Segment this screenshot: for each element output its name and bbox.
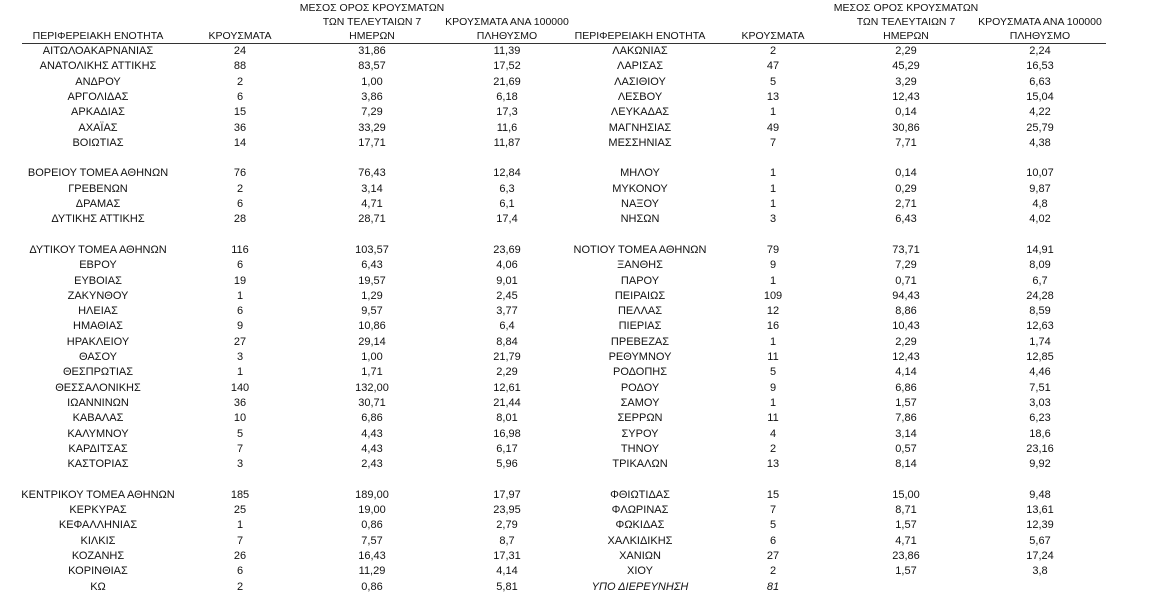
per100k-cell: 9,48 xyxy=(1029,488,1051,501)
avg7-cell: 0,14 xyxy=(895,167,917,180)
per100k-cell: 17,4 xyxy=(496,213,518,226)
region-cell: ΚΑΡΔΙΤΣΑΣ xyxy=(68,442,128,455)
region-cell: ΔΥΤΙΚΟΥ ΤΟΜΕΑ ΑΘΗΝΩΝ xyxy=(29,243,167,256)
region-cell: ΧΙΟΥ xyxy=(627,565,653,578)
avg7-cell: 12,43 xyxy=(892,90,920,103)
left-header-per100k-line2: ΠΛΗΘΥΣΜΟ xyxy=(476,30,538,42)
avg7-cell: 10,86 xyxy=(358,320,386,333)
cases-cell: 15 xyxy=(233,106,247,119)
region-cell: ΚΟΖΑΝΗΣ xyxy=(71,549,125,562)
cases-cell: 6 xyxy=(236,90,244,103)
avg7-cell: 6,86 xyxy=(361,412,383,425)
cases-cell: 14 xyxy=(233,136,247,149)
cases-cell: 1 xyxy=(769,335,777,348)
avg7-cell: 0,86 xyxy=(361,519,383,532)
per100k-cell: 4,8 xyxy=(1032,198,1048,210)
avg7-cell: 28,71 xyxy=(358,213,386,226)
avg7-cell: 1,57 xyxy=(895,396,917,409)
cases-cell: 6 xyxy=(236,198,244,210)
region-cell: ΑΙΤΩΛΟΑΚΑΡΝΑΝΙΑΣ xyxy=(42,45,154,57)
cases-cell: 1 xyxy=(769,396,777,409)
right-header-cases: ΚΡΟΥΣΜΑΤΑ xyxy=(741,30,805,42)
cases-cell: 1 xyxy=(236,519,244,532)
region-cell: ΡΟΔΟΠΗΣ xyxy=(612,366,668,379)
region-cell: ΤΗΝΟΥ xyxy=(620,442,660,455)
per100k-cell: 2,45 xyxy=(496,289,518,302)
region-cell: ΠΕΙΡΑΙΩΣ xyxy=(614,289,666,302)
region-cell: ΧΑΝΙΩΝ xyxy=(619,549,661,562)
per100k-cell: 17,52 xyxy=(493,60,521,73)
per100k-cell: 14,91 xyxy=(1026,243,1054,256)
avg7-cell: 1,00 xyxy=(361,351,383,363)
avg7-cell: 29,14 xyxy=(358,335,386,348)
per100k-cell: 11,6 xyxy=(496,121,518,134)
cases-cell: 19 xyxy=(233,274,247,287)
per100k-cell: 4,22 xyxy=(1029,106,1051,119)
per100k-cell: 18,6 xyxy=(1029,427,1051,440)
cases-cell: 2 xyxy=(236,182,244,195)
avg7-cell: 4,14 xyxy=(895,366,917,379)
avg7-cell: 73,71 xyxy=(892,243,920,256)
avg7-cell: 7,29 xyxy=(361,106,383,119)
cases-cell: 7 xyxy=(236,534,244,547)
cases-cell: 9 xyxy=(236,320,244,333)
cases-cell: 15 xyxy=(766,488,780,501)
right-header-per100k-line1: ΚΡΟΥΣΜΑΤΑ ΑΝΑ 100000 xyxy=(978,16,1102,28)
avg7-cell: 0,71 xyxy=(895,274,917,287)
per100k-cell: 21,79 xyxy=(493,351,521,363)
per100k-cell: 17,24 xyxy=(1026,549,1054,562)
region-cell: ΧΑΛΚΙΔΙΚΗΣ xyxy=(607,534,673,547)
avg7-cell: 6,43 xyxy=(361,259,383,272)
region-cell: ΗΜΑΘΙΑΣ xyxy=(73,320,123,333)
avg7-cell: 0,57 xyxy=(895,442,917,455)
region-cell: ΜΑΓΝΗΣΙΑΣ xyxy=(608,121,672,134)
region-cell: ΤΡΙΚΑΛΩΝ xyxy=(612,458,668,471)
per100k-cell: 12,84 xyxy=(493,167,521,180)
region-cell: ΜΗΛΟΥ xyxy=(620,167,660,180)
avg7-cell: 4,43 xyxy=(361,442,383,455)
per100k-cell: 6,3 xyxy=(499,182,515,195)
per100k-cell: 6,1 xyxy=(499,198,515,210)
cases-cell: 1 xyxy=(769,106,777,119)
avg7-cell: 1,00 xyxy=(361,75,383,88)
avg7-cell: 132,00 xyxy=(355,381,389,394)
cases-cell: 7 xyxy=(769,504,777,516)
region-cell: ΚΙΛΚΙΣ xyxy=(80,534,116,547)
avg7-cell: 6,43 xyxy=(895,213,917,226)
cases-cell: 47 xyxy=(766,60,780,73)
avg7-cell: 0,29 xyxy=(895,182,917,195)
left-header-cases: ΚΡΟΥΣΜΑΤΑ xyxy=(208,30,272,42)
cases-cell: 7 xyxy=(769,136,777,149)
avg7-cell: 45,29 xyxy=(892,60,920,73)
region-cell: ΒΟΙΩΤΙΑΣ xyxy=(72,136,124,149)
avg7-cell: 7,29 xyxy=(895,259,917,272)
cases-cell: 13 xyxy=(766,90,780,103)
cases-cell: 6 xyxy=(236,305,244,318)
per100k-cell: 4,46 xyxy=(1029,366,1051,379)
left-header-avg7-line3: ΗΜΕΡΩΝ xyxy=(349,30,395,42)
cases-cell: 3 xyxy=(769,213,777,226)
per100k-cell: 21,44 xyxy=(493,396,521,409)
cases-cell: 3 xyxy=(236,351,244,363)
cases-cell: 9 xyxy=(769,381,777,394)
cases-cell: 11 xyxy=(767,412,779,425)
cases-cell: 2 xyxy=(769,45,777,57)
per100k-cell: 23,16 xyxy=(1026,442,1054,455)
per100k-cell: 12,39 xyxy=(1026,519,1054,532)
cases-cell: 3 xyxy=(236,458,244,471)
region-cell: ΦΩΚΙΔΑΣ xyxy=(615,519,665,532)
avg7-cell: 0,86 xyxy=(361,580,383,593)
avg7-cell: 30,71 xyxy=(358,396,386,409)
avg7-cell: 3,14 xyxy=(361,182,383,195)
avg7-cell: 1,57 xyxy=(895,519,917,532)
per100k-cell: 16,98 xyxy=(493,427,521,440)
cases-cell: 76 xyxy=(233,167,247,180)
per100k-cell: 2,24 xyxy=(1029,45,1051,57)
region-cell: ΚΕΡΚΥΡΑΣ xyxy=(69,504,127,516)
region-cell: ΦΘΙΩΤΙΔΑΣ xyxy=(610,488,670,501)
avg7-cell: 4,43 xyxy=(361,427,383,440)
cases-cell: 2 xyxy=(769,565,777,578)
region-cell: ΚΟΡΙΝΘΙΑΣ xyxy=(68,565,128,578)
avg7-cell: 2,29 xyxy=(895,45,917,57)
region-cell: ΣΑΜΟΥ xyxy=(620,396,660,409)
per100k-cell: 3,77 xyxy=(496,305,518,318)
avg7-cell: 2,29 xyxy=(895,335,917,348)
per100k-cell: 9,92 xyxy=(1029,458,1051,471)
per100k-cell: 23,95 xyxy=(493,504,521,516)
cases-cell: 1 xyxy=(236,366,244,379)
region-cell: ΛΑΡΙΣΑΣ xyxy=(616,60,664,73)
per100k-cell: 1,74 xyxy=(1029,335,1051,348)
left-header-region: ΠΕΡΙΦΕΡΕΙΑΚΗ ΕΝΟΤΗΤΑ xyxy=(32,30,164,42)
per100k-cell: 5,96 xyxy=(496,458,518,471)
region-cell: ΠΡΕΒΕΖΑΣ xyxy=(610,335,670,348)
per100k-cell: 4,06 xyxy=(496,259,518,272)
avg7-cell: 7,71 xyxy=(895,136,917,149)
avg7-cell: 12,43 xyxy=(892,351,920,363)
per100k-cell: 8,09 xyxy=(1029,259,1051,272)
region-cell: ΝΑΞΟΥ xyxy=(621,198,659,210)
region-cell: ΣΕΡΡΩΝ xyxy=(617,412,663,425)
cases-cell: 24 xyxy=(233,45,247,57)
per100k-cell: 15,04 xyxy=(1026,90,1054,103)
region-cell: ΠΑΡΟΥ xyxy=(620,274,660,287)
region-cell: ΚΑΒΑΛΑΣ xyxy=(72,412,124,425)
avg7-cell: 8,86 xyxy=(895,305,917,318)
per100k-cell: 6,7 xyxy=(1032,274,1048,287)
per100k-cell: 8,01 xyxy=(496,412,518,425)
region-cell: ΔΥΤΙΚΗΣ ΑΤΤΙΚΗΣ xyxy=(51,213,145,226)
avg7-cell: 8,14 xyxy=(895,458,917,471)
cases-cell: 6 xyxy=(236,259,244,272)
region-cell: ΚΩ xyxy=(90,580,106,593)
per100k-cell: 6,23 xyxy=(1029,412,1051,425)
left-header-avg7-line1: ΜΕΣΟΣ ΟΡΟΣ ΚΡΟΥΣΜΑΤΩΝ xyxy=(299,2,445,14)
avg7-cell: 30,86 xyxy=(892,121,920,134)
per100k-cell: 17,31 xyxy=(493,549,521,562)
per100k-cell: 3,03 xyxy=(1029,396,1051,409)
avg7-cell: 33,29 xyxy=(358,121,386,134)
per100k-cell: 6,63 xyxy=(1029,75,1051,88)
avg7-cell: 76,43 xyxy=(358,167,386,180)
region-cell: ΘΕΣΣΑΛΟΝΙΚΗΣ xyxy=(55,381,141,394)
avg7-cell: 19,00 xyxy=(358,504,386,516)
cases-cell: 1 xyxy=(769,167,777,180)
per100k-cell: 25,79 xyxy=(1026,121,1054,134)
per100k-cell: 21,69 xyxy=(493,75,521,88)
avg7-cell: 3,86 xyxy=(361,90,383,103)
cases-cell: 81 xyxy=(766,580,780,593)
avg7-cell: 8,71 xyxy=(895,504,917,516)
right-header-avg7-line2: ΤΩΝ ΤΕΛΕΥΤΑΙΩΝ 7 xyxy=(856,16,956,28)
cases-cell: 5 xyxy=(769,366,777,379)
region-cell: ΑΧΑΪΑΣ xyxy=(78,121,118,134)
per100k-cell: 6,18 xyxy=(496,90,518,103)
cases-cell: 2 xyxy=(236,580,244,593)
per100k-cell: 11,39 xyxy=(493,45,521,57)
region-cell: ΛΑΚΩΝΙΑΣ xyxy=(612,45,668,57)
per100k-cell: 8,84 xyxy=(496,335,518,348)
cases-cell: 1 xyxy=(769,274,777,287)
region-cell: ΠΕΛΛΑΣ xyxy=(617,305,663,318)
right-header-per100k-line2: ΠΛΗΘΥΣΜΟ xyxy=(1009,30,1071,42)
per100k-cell: 17,3 xyxy=(496,106,518,119)
region-cell: ΒΟΡΕΙΟΥ ΤΟΜΕΑ ΑΘΗΝΩΝ xyxy=(27,167,169,180)
per100k-cell: 12,61 xyxy=(493,381,521,394)
cases-cell: 36 xyxy=(233,121,247,134)
cases-cell: 5 xyxy=(236,427,244,440)
per100k-cell: 9,87 xyxy=(1029,182,1051,195)
cases-cell: 140 xyxy=(230,381,250,394)
cases-cell: 109 xyxy=(763,289,783,302)
avg7-cell: 103,57 xyxy=(355,243,389,256)
region-cell: ΗΡΑΚΛΕΙΟΥ xyxy=(66,335,130,348)
avg7-cell: 17,71 xyxy=(358,136,386,149)
per100k-cell: 4,02 xyxy=(1029,213,1051,226)
cases-cell: 12 xyxy=(766,305,780,318)
region-cell: ΙΩΑΝΝΙΝΩΝ xyxy=(67,396,129,409)
cases-cell: 4 xyxy=(769,427,777,440)
avg7-cell: 2,43 xyxy=(361,458,383,471)
cases-cell: 28 xyxy=(233,213,247,226)
region-cell: ΡΟΔΟΥ xyxy=(620,381,660,394)
avg7-cell: 16,43 xyxy=(358,549,386,562)
region-cell: ΘΕΣΠΡΩΤΙΑΣ xyxy=(62,366,134,379)
right-header-avg7-line3: ΗΜΕΡΩΝ xyxy=(883,30,929,42)
region-cell: ΝΟΤΙΟΥ ΤΟΜΕΑ ΑΘΗΝΩΝ xyxy=(573,243,707,256)
avg7-cell: 189,00 xyxy=(355,488,389,501)
avg7-cell: 3,14 xyxy=(895,427,917,440)
region-cell: ΥΠΟ ΔΙΕΡΕΥΝΗΣΗ xyxy=(591,580,689,593)
cases-cell: 36 xyxy=(233,396,247,409)
avg7-cell: 1,29 xyxy=(361,289,383,302)
per100k-cell: 7,51 xyxy=(1029,381,1051,394)
region-cell: ΣΥΡΟΥ xyxy=(621,427,659,440)
region-cell: ΠΙΕΡΙΑΣ xyxy=(618,320,662,333)
right-header-avg7-line1: ΜΕΣΟΣ ΟΡΟΣ ΚΡΟΥΣΜΑΤΩΝ xyxy=(833,2,979,14)
cases-cell: 6 xyxy=(236,565,244,578)
avg7-cell: 10,43 xyxy=(892,320,920,333)
region-cell: ΚΑΣΤΟΡΙΑΣ xyxy=(67,458,129,471)
left-header-per100k-line1: ΚΡΟΥΣΜΑΤΑ ΑΝΑ 100000 xyxy=(445,16,569,28)
region-cell: ΛΕΥΚΑΔΑΣ xyxy=(610,106,670,119)
avg7-cell: 6,86 xyxy=(895,381,917,394)
region-cell: ΡΕΘΥΜΝΟΥ xyxy=(608,351,672,363)
avg7-cell: 94,43 xyxy=(892,289,920,302)
cases-cell: 49 xyxy=(766,121,780,134)
region-cell: ΚΕΦΑΛΛΗΝΙΑΣ xyxy=(58,519,138,532)
per100k-cell: 12,63 xyxy=(1026,320,1054,333)
region-cell: ΕΒΡΟΥ xyxy=(79,259,117,272)
header-underline xyxy=(22,43,1106,44)
region-cell: ΚΑΛΥΜΝΟΥ xyxy=(67,427,129,440)
cases-cell: 5 xyxy=(769,75,777,88)
per100k-cell: 23,69 xyxy=(493,243,521,256)
region-cell: ΛΑΣΙΘΙΟΥ xyxy=(614,75,666,88)
region-cell: ΗΛΕΙΑΣ xyxy=(78,305,118,318)
per100k-cell: 4,14 xyxy=(496,565,518,578)
avg7-cell: 1,57 xyxy=(895,565,917,578)
region-cell: ΕΥΒΟΙΑΣ xyxy=(74,274,122,287)
per100k-cell: 11,87 xyxy=(493,136,521,149)
region-cell: ΓΡΕΒΕΝΩΝ xyxy=(68,182,128,195)
region-cell: ΑΝΑΤΟΛΙΚΗΣ ΑΤΤΙΚΗΣ xyxy=(39,60,157,73)
avg7-cell: 0,14 xyxy=(895,106,917,119)
region-cell: ΦΛΩΡΙΝΑΣ xyxy=(611,504,669,516)
cases-cell: 1 xyxy=(236,289,244,302)
per100k-cell: 2,79 xyxy=(496,519,518,532)
avg7-cell: 9,57 xyxy=(361,305,383,318)
right-header-region: ΠΕΡΙΦΕΡΕΙΑΚΗ ΕΝΟΤΗΤΑ xyxy=(574,30,706,42)
cases-cell: 26 xyxy=(233,549,247,562)
region-cell: ΔΡΑΜΑΣ xyxy=(75,198,121,210)
cases-cell: 79 xyxy=(766,243,780,256)
cases-cell: 16 xyxy=(766,320,780,333)
avg7-cell: 3,29 xyxy=(895,75,917,88)
avg7-cell: 7,57 xyxy=(361,534,383,547)
per100k-cell: 6,4 xyxy=(499,320,515,333)
region-cell: ΑΡΚΑΔΙΑΣ xyxy=(71,106,125,119)
per100k-cell: 9,01 xyxy=(496,274,518,287)
per100k-cell: 8,59 xyxy=(1029,305,1051,318)
cases-cell: 2 xyxy=(769,442,777,455)
cases-cell: 9 xyxy=(769,259,777,272)
avg7-cell: 15,00 xyxy=(892,488,920,501)
region-cell: ΖΑΚΥΝΘΟΥ xyxy=(67,289,129,302)
avg7-cell: 83,57 xyxy=(358,60,386,73)
region-cell: ΑΝΔΡΟΥ xyxy=(75,75,121,88)
avg7-cell: 2,71 xyxy=(895,198,917,210)
region-cell: ΛΕΣΒΟΥ xyxy=(617,90,663,103)
per100k-cell: 16,53 xyxy=(1026,60,1054,73)
per100k-cell: 5,67 xyxy=(1029,534,1051,547)
region-cell: ΘΑΣΟΥ xyxy=(78,351,118,363)
per100k-cell: 24,28 xyxy=(1026,289,1054,302)
avg7-cell: 23,86 xyxy=(892,549,920,562)
per100k-cell: 12,85 xyxy=(1026,351,1054,363)
cases-cell: 6 xyxy=(769,534,777,547)
cases-cell: 25 xyxy=(233,504,247,516)
cases-cell: 10 xyxy=(233,412,247,425)
cases-cell: 1 xyxy=(769,182,777,195)
per100k-cell: 17,97 xyxy=(493,488,521,501)
region-cell: ΑΡΓΟΛΙΔΑΣ xyxy=(67,90,129,103)
cases-cell: 5 xyxy=(769,519,777,532)
per100k-cell: 6,17 xyxy=(496,442,518,455)
avg7-cell: 4,71 xyxy=(895,534,917,547)
region-cell: ΜΥΚΟΝΟΥ xyxy=(612,182,668,195)
cases-cell: 27 xyxy=(233,335,247,348)
cases-cell: 13 xyxy=(766,458,780,471)
per100k-cell: 3,8 xyxy=(1032,565,1048,578)
cases-cell: 27 xyxy=(766,549,780,562)
avg7-cell: 31,86 xyxy=(358,45,386,57)
region-cell: ΜΕΣΣΗΝΙΑΣ xyxy=(608,136,672,149)
cases-cell: 1 xyxy=(769,198,777,210)
cases-cell: 116 xyxy=(231,243,249,256)
per100k-cell: 4,38 xyxy=(1029,136,1051,149)
cases-cell: 7 xyxy=(236,442,244,455)
per100k-cell: 13,61 xyxy=(1026,504,1054,516)
left-header-avg7-line2: ΤΩΝ ΤΕΛΕΥΤΑΙΩΝ 7 xyxy=(322,16,422,28)
avg7-cell: 19,57 xyxy=(358,274,386,287)
cases-cell: 2 xyxy=(236,75,244,88)
avg7-cell: 1,71 xyxy=(361,366,383,379)
avg7-cell: 7,86 xyxy=(895,412,917,425)
cases-cell: 88 xyxy=(233,60,247,73)
per100k-cell: 5,81 xyxy=(496,580,518,593)
cases-cell: 11 xyxy=(767,351,779,363)
per100k-cell: 8,7 xyxy=(499,534,515,547)
region-cell: ΞΑΝΘΗΣ xyxy=(617,259,663,272)
per100k-cell: 10,07 xyxy=(1026,167,1054,180)
avg7-cell: 4,71 xyxy=(361,198,383,210)
cases-cell: 185 xyxy=(230,488,250,501)
avg7-cell: 11,29 xyxy=(358,565,386,578)
region-cell: ΝΗΣΩΝ xyxy=(620,213,660,226)
region-cell: ΚΕΝΤΡΙΚΟΥ ΤΟΜΕΑ ΑΘΗΝΩΝ xyxy=(21,488,175,501)
per100k-cell: 2,29 xyxy=(496,366,518,379)
